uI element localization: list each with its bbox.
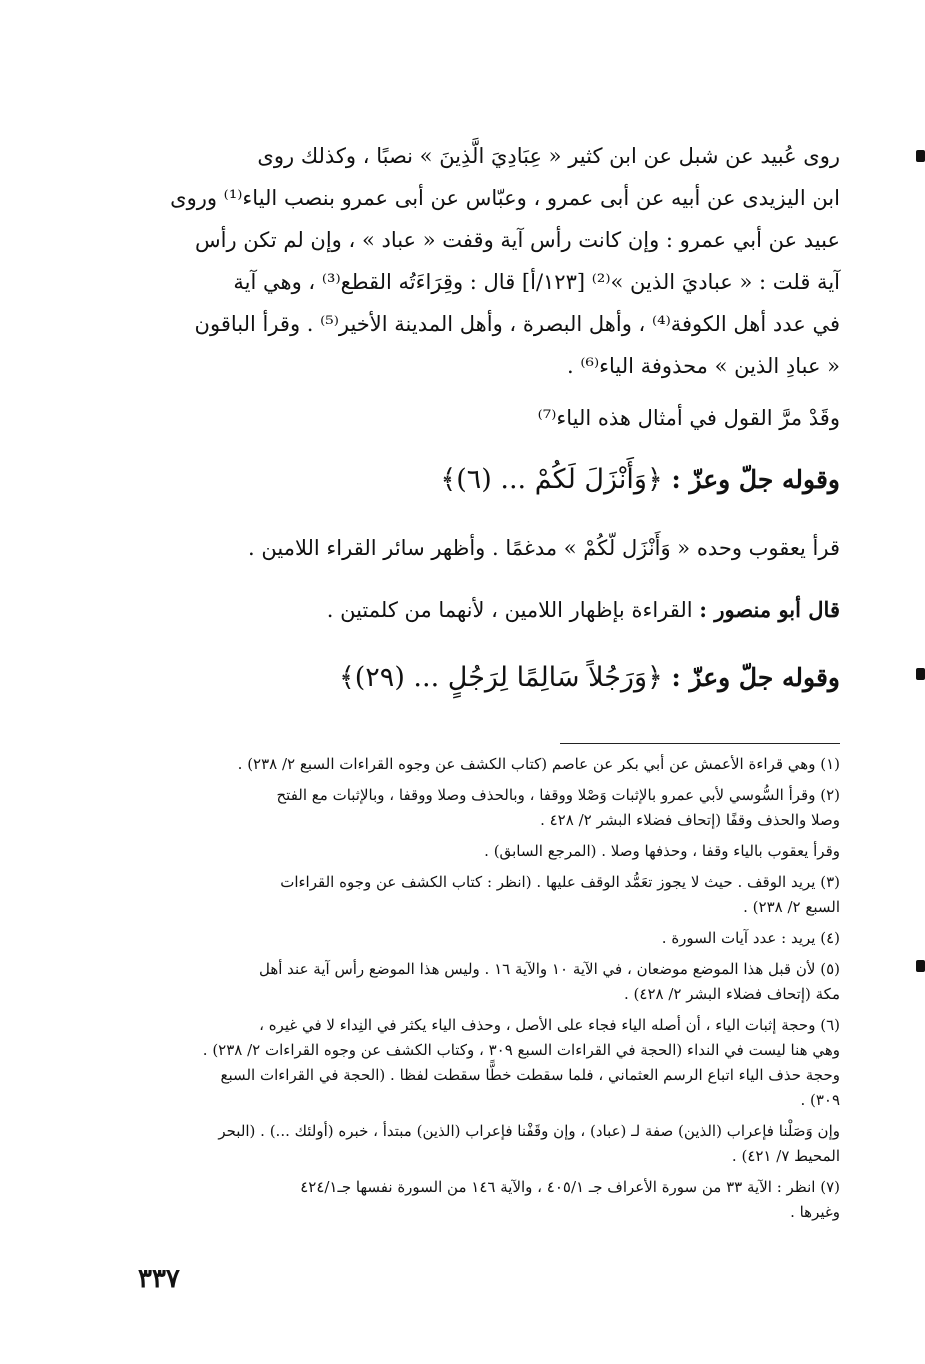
footnote-separator	[560, 743, 840, 744]
abu-mansur-text: القراءة بإظهار اللامين ، لأنهما من كلمتين .	[326, 598, 693, 622]
footnote-line: وصلا والحذف وقفًا (إتحاف فضلاء البشر ٢/ ٤٢٨ .	[540, 811, 840, 829]
text-line: روى عُبيد عن شبل عن ابن كثير « عِبَادِيَ الَّذِينَ » نصبًا ، وكذلك روى	[257, 144, 840, 168]
footnote-line: (٥) لأن قبل هذا الموضع موضعان ، في الآية ١٠ والآية ١٦ . وليس هذا الموضع رأس آية عند أهل	[258, 960, 840, 978]
text-line: آية قلت : « عباديَ الذين »⁽²⁾ [١٢٣/أ] قال : وقِرَاءَتُه القطع⁽³⁾ ، وهي آية	[233, 270, 840, 294]
scan-edge-mark	[916, 960, 925, 972]
footnote	[128, 783, 840, 833]
text-line: في عدد أهل الكوفة⁽⁴⁾ ، وأهل البصرة ، وأهل المدينة الأخير⁽⁵⁾ . وقرأ الباقون	[194, 312, 840, 336]
footnote-line: وغيرها .	[790, 1203, 840, 1221]
text-line: عبيد عن أبي عمرو : وإن كانت رأس آية وقفت « عباد » ، وإن لم تكن رأس	[194, 228, 840, 252]
footnotes	[128, 752, 840, 1231]
quran-verse: ﴿وَأَنْزَلَ لَكُمْ ... (٦)﴾	[440, 464, 663, 495]
footnote-line: (٣) يريد الوقف . حيث لا يجوز تعَمُّد الوقف عليها . (انظر : كتاب الكشف عن وجوه القراءات	[280, 873, 840, 891]
footnote	[128, 926, 840, 951]
scan-edge-mark	[916, 668, 925, 680]
footnote	[128, 1013, 840, 1113]
footnote	[128, 1175, 840, 1225]
footnote-line: (١) وهي قراءة الأعمش عن أبي بكر عن عاصم (كتاب الكشف عن وجوه القراءات السبع ٢/ ٢٣٨) .	[237, 755, 840, 773]
abu-mansur-lead: قال أبو منصور :	[699, 597, 840, 622]
scan-edge-mark	[916, 150, 925, 162]
footnote-line: (٢) وقرأ السُّوسي لأبي عمرو بالإثبات وَصْلا ووقفا ، وبالحذف وصلا ووقفا ، وبالإثبات مع الفتح	[276, 786, 840, 804]
reading-note: قرأ يعقوب وحده « وَأَنْزَل لّكُمْ » مدغمًا . وأظهر سائر القراء اللامين .	[248, 536, 840, 560]
page-number: ٣٣٧	[138, 1264, 180, 1294]
verse-prefix: وقوله جلّ وعزّ :	[671, 663, 840, 692]
footnote	[128, 752, 840, 777]
footnote	[128, 870, 840, 920]
abu-mansur-statement	[128, 579, 840, 641]
cross-reference-line: وقَدْ مرَّ القول في أمثال هذه الياء⁽⁷⁾	[537, 406, 840, 430]
text-line: « عبادِ الذين » محذوفة الياء⁽⁶⁾ .	[567, 354, 840, 378]
footnote-line: مكة (إتحاف فضلاء البشر ٢/ ٤٢٨) .	[624, 985, 840, 1003]
footnote-line: ٣٠٩) .	[800, 1091, 840, 1109]
footnote-line: (٦) وحجة إثبات الياء ، أن أصله الياء فجاء على الأصل ، وحذف الياء يكثر في النِداء لا في غيره ،	[259, 1016, 840, 1034]
quran-verse: ﴿وَرَجُلاً سَالِمًا لِرَجُلٍ ... (٢٩)﴾	[338, 662, 663, 693]
footnote-line: وإن وَصَلْنا فإعراب (الذين) صفة لـ (عباد) ، وإن وقَفْنا فإعراب (الذين) مبتدأ ، خبره (أولئك ...) . (البحر	[218, 1122, 840, 1140]
verse-prefix: وقوله جلّ وعزّ :	[671, 465, 840, 494]
footnote-line: وهي هنا ليست في النداء (الحجة في القراءات السبع ٣٠٩ ، وكتاب الكشف عن وجوه القراءات ٢/ ٢٣٨) .	[202, 1041, 840, 1059]
text-line: ابن اليزيدى عن أبيه عن أبى عمرو ، وعبّاس عن أبى عمرو بنصب الياء⁽¹⁾ وروى	[170, 186, 840, 210]
footnote-line: (٧) انظر : الآية ٣٣ من سورة الأعراف جـ ٤٠٥/١ ، والآية ١٤٦ من السورة نفسها جـ٤٢٤/١	[300, 1178, 840, 1196]
paragraph-riwaya	[128, 135, 840, 387]
footnote-line: (٤) يريد : عدد آيات السورة .	[661, 929, 840, 947]
footnote-line: السبع ٢/ ٢٣٨) .	[743, 898, 840, 916]
verse-heading-1	[128, 449, 840, 511]
footnote	[128, 1119, 840, 1169]
main-text	[128, 135, 840, 715]
footnote-line: وحجة حذف الياء اتباع الرسم العثماني ، فلما سقطت خطًّا سقطت لفظا . (الحجة في القراءات السبع	[220, 1066, 840, 1084]
footnote	[128, 839, 840, 864]
footnote-line: وقرأ يعقوب بالياء وقفا ، وحذفها وصلا . (المرجع السابق) .	[484, 842, 840, 860]
footnote-line: المحيط ٧/ ٤٢١) .	[731, 1147, 840, 1165]
verse-heading-2	[128, 647, 840, 709]
footnote	[128, 957, 840, 1007]
